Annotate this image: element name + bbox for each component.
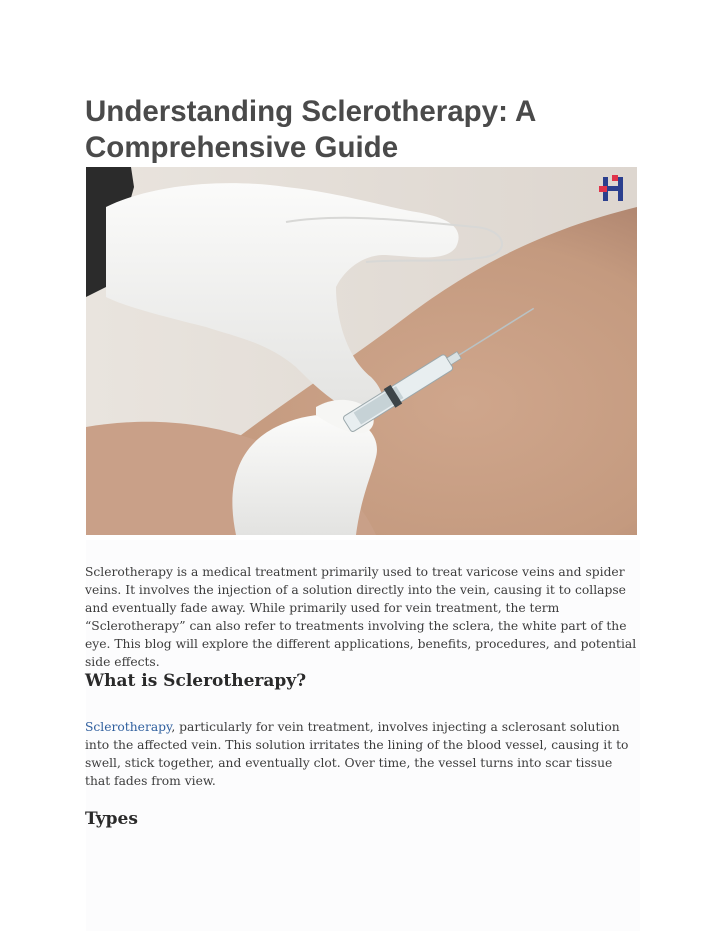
page-title: Understanding Sclerotherapy: A Comprehensive Guide bbox=[85, 95, 536, 164]
injection-illustration bbox=[86, 167, 637, 535]
sclerotherapy-link[interactable]: Sclerotherapy bbox=[85, 720, 172, 734]
intro-paragraph: Sclerotherapy is a medical treatment primarily used to treat varicose veins and spider veins. It involves the injection of a solution directly into the vein, causing it to collapse and eventually fade away. While primarily used for vein treatment, the term “Sclerotherapy” can also refer to treatments involving the sclera, the white part of the eye. This blog will explore the different applications, benefits, procedures, and potential side effects. bbox=[85, 565, 637, 669]
hero-photo bbox=[86, 167, 637, 535]
what-paragraph bbox=[85, 718, 640, 790]
section-heading-types: Types bbox=[85, 809, 138, 829]
what-paragraph-body: , particularly for vein treatment, involves injecting a sclerosant solution into the affected vein. This solution irritates the lining of the blood vessel, causing it to swell, stick together, and eventually clot. Over time, the vessel turns into scar tissue that fades from view. bbox=[85, 720, 629, 788]
section-heading-what: What is Sclerotherapy? bbox=[85, 671, 307, 691]
